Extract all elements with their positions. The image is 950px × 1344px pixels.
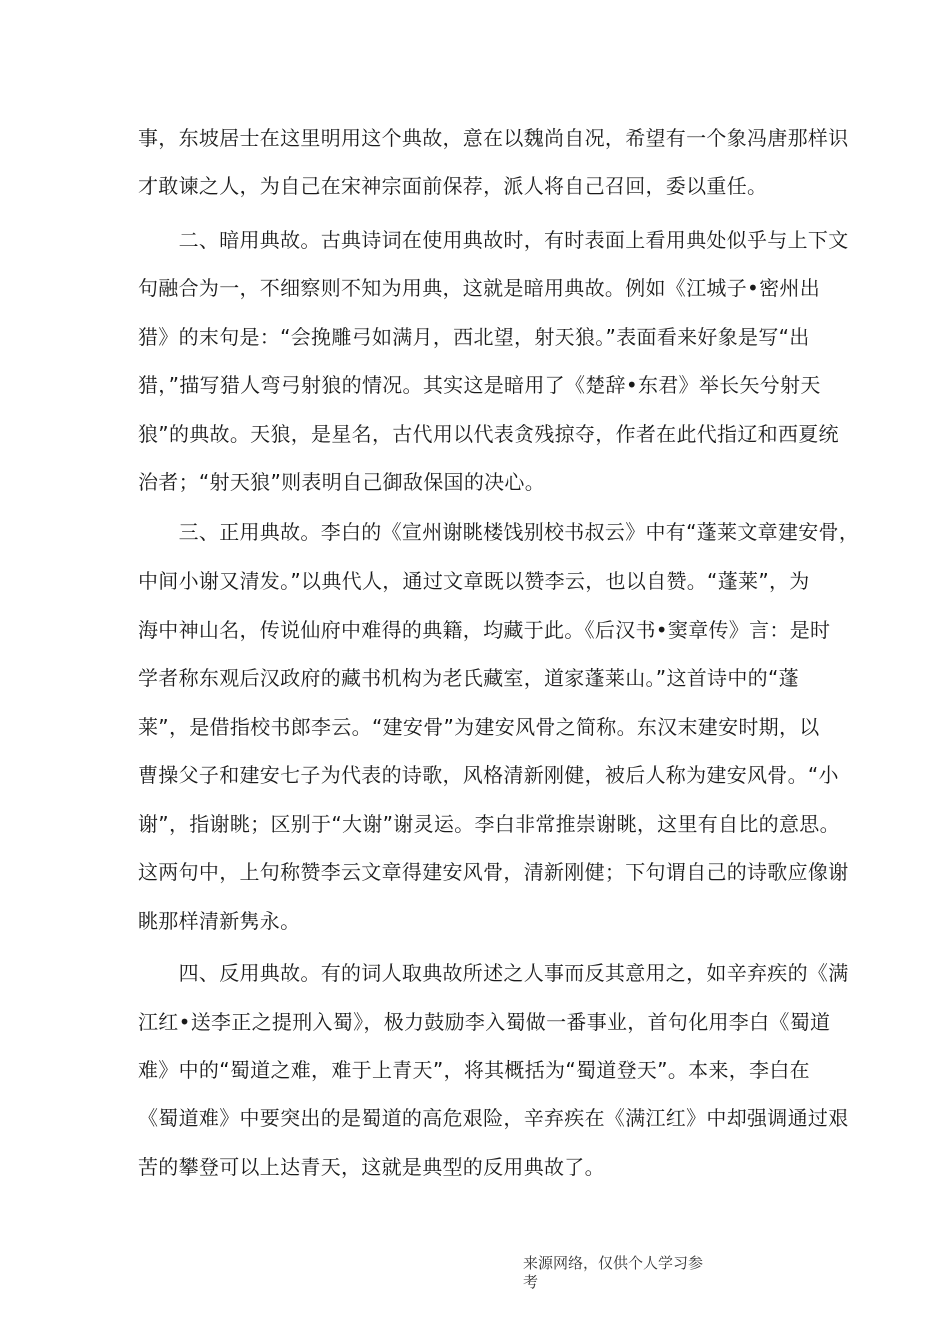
paragraph-2-line-6: 治者；“射天狼”则表明自己御敌保国的决心。 [138,470,546,494]
paragraph-3-line-8: 这两句中，上句称赞李云文章得建安风骨，清新刚健；下句谓自己的诗歌应像谢 [138,860,849,884]
paragraph-3-line-3: 海中神山名，传说仙府中难得的典籍，均藏于此。《后汉书•窦章传》言：是时 [138,618,831,642]
paragraph-4-line-3: 难》中的“蜀道之难，难于上青天”，将其概括为“蜀道登天”。本来，李白在 [138,1058,810,1082]
paragraph-3-line-1: 三、正用典故。李白的《宣州谢眺楼饯别校书叔云》中有“蓬莱文章建安骨， [138,520,860,544]
paragraph-3-line-7: 谢”，指谢眺；区别于“大谢”谢灵运。李白非常推崇谢眺，这里有自比的意思。 [138,812,840,836]
paragraph-4-line-2: 江红•送李正之提刑入蜀》，极力鼓励李入蜀做一番事业，首句化用李白《蜀道 [138,1010,831,1034]
paragraph-2-line-1: 二、暗用典故。古典诗词在使用典故时，有时表面上看用典处似乎与上下文 [138,228,849,252]
paragraph-3-line-2: 中间小谢又清发。”以典代人，通过文章既以赞李云，也以自赞。“蓬莱”，为 [138,569,810,593]
paragraph-3-line-4: 学者称东观后汉政府的藏书机构为老氏藏室，道家蓬莱山。”这首诗中的“蓬 [138,666,799,690]
paragraph-2-line-2: 句融合为一，不细察则不知为用典，这就是暗用典故。例如《江城子•密州出 [138,276,820,300]
paragraph-1-line-2: 才敢谏之人，为自己在宋神宗面前保荐，派人将自己召回，委以重任。 [138,174,768,198]
paragraph-4-line-5: 苦的攀登可以上达青天，这就是典型的反用典故了。 [138,1155,605,1179]
paragraph-1-line-1: 事，东坡居士在这里明用这个典故，意在以魏尚自况，希望有一个象冯唐那样识 [138,126,849,150]
paragraph-4-line-1: 四、反用典故。有的词人取典故所述之人事而反其意用之，如辛弃疾的《满 [138,961,849,985]
paragraph-3-line-9: 眺那样清新隽永。 [138,909,301,933]
source-note-line-1: 来源网络，仅供个人学习参 [523,1254,704,1272]
paragraph-3-line-6: 曹操父子和建安七子为代表的诗歌，风格清新刚健，被后人称为建安风骨。“小 [138,763,839,787]
paragraph-2-line-4: 猎，”描写猎人弯弓射狼的情况。其实这是暗用了《楚辞•东君》举长矢兮射天 [138,373,821,397]
paragraph-2-line-3: 猎》的末句是：“会挽雕弓如满月，西北望，射天狼。”表面看来好象是写“出 [138,325,810,349]
paragraph-4-line-4: 《蜀道难》中要突出的是蜀道的高危艰险，辛弃疾在《满江红》中却强调通过艰 [138,1106,849,1130]
paragraph-3-line-5: 莱”，是借指校书郎李云。“建安骨”为建安风骨之简称。东汉末建安时期，以 [138,715,820,739]
source-note-line-2: 考 [523,1273,539,1291]
paragraph-2-line-5: 狼”的典故。天狼，是星名，古代用以代表贪残掠夺，作者在此代指辽和西夏统 [138,422,839,446]
